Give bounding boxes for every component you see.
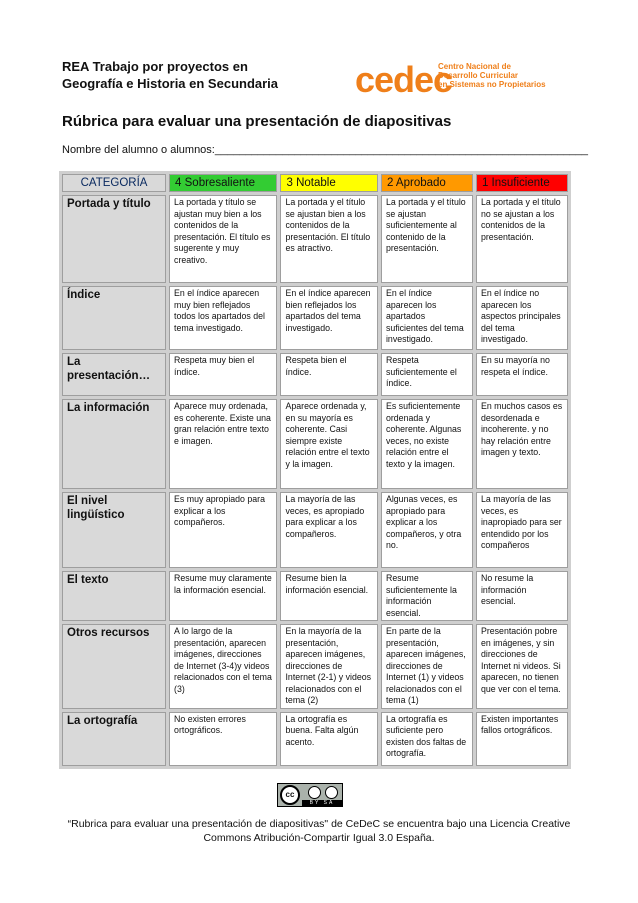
criterion-cell: El texto — [62, 571, 166, 621]
level-3-cell: La ortografía es buena. Falta algún acento. — [280, 712, 377, 766]
level-4-cell: Resume muy claramente la información esencial. — [169, 571, 277, 621]
license-text: “Rubrica para evaluar una presentación de diapositivas" de CeDeC se encuentra bajo una Licencia Creative Commons Atribución-Compartir Igual 3.0 España. — [67, 818, 571, 844]
level-4-cell: La portada y título se ajustan muy bien a los contenidos de la presentación. El título es sugerente y muy creativo. — [169, 195, 277, 283]
criterion-cell: La presentación… — [62, 353, 166, 396]
header-level-4: 4 Sobresaliente — [169, 174, 277, 192]
level-1-cell: En su mayoría no respeta el índice. — [476, 353, 568, 396]
cc-badge-label: BY SA — [302, 800, 342, 806]
level-1-cell: En muchos casos es desordenada e incoherente. y no hay relación entre imagen y texto. — [476, 399, 568, 489]
level-1-cell: La portada y el título no se ajustan a los contenidos de la presentación. — [476, 195, 568, 283]
table-row — [62, 712, 568, 766]
level-3-cell: Aparece ordenada y, en su mayoría es coherente. Casi siempre existe relación entre el texto y la imagen. — [280, 399, 377, 489]
criterion-cell: Portada y título — [62, 195, 166, 283]
student-name-line: Nombre del alumno o alumnos:_____________________________________________________________ — [62, 144, 589, 156]
criterion-cell: Otros recursos — [62, 624, 166, 709]
level-1-cell: Existen importantes fallos ortográficos. — [476, 712, 568, 766]
level-4-cell: En el índice aparecen muy bien reflejados todos los apartados del tema investigado. — [169, 286, 277, 350]
table-row — [62, 492, 568, 568]
header-level-3: 3 Notable — [280, 174, 377, 192]
rubric-header-row — [62, 174, 568, 192]
level-2-cell: En parte de la presentación, aparecen imágenes, direcciones de Internet (1) y videos relacionados con el tema (1) — [381, 624, 473, 709]
criterion-cell: Índice — [62, 286, 166, 350]
table-row — [62, 353, 568, 396]
criterion-cell: La ortografía — [62, 712, 166, 766]
level-4-cell: Aparece muy ordenada, es coherente. Existe una gran relación entre texto e imagen. — [169, 399, 277, 489]
table-row — [62, 571, 568, 621]
level-3-cell: Respeta bien el índice. — [280, 353, 377, 396]
share-alike-icon — [325, 786, 338, 799]
level-4-cell: A lo largo de la presentación, aparecen imágenes, direcciones de Internet (3-4)y videos relacionados con el tema (3) — [169, 624, 277, 709]
table-row — [62, 624, 568, 709]
level-3-cell: En el índice aparecen bien reflejados los apartados del tema investigado. — [280, 286, 377, 350]
document-title: Rúbrica para evaluar una presentación de diapositivas — [62, 113, 452, 130]
level-2-cell: Resume suficientemente la información esencial. — [381, 571, 473, 621]
cedec-logo — [355, 58, 585, 103]
level-1-cell: En el índice no aparecen los aspectos principales del tema investigado. — [476, 286, 568, 350]
level-1-cell: No resume la información esencial. — [476, 571, 568, 621]
rubric-table — [59, 171, 571, 769]
level-2-cell: Es suficientemente ordenada y coherente. Algunas veces, no existe relación entre el texto y la imagen. — [381, 399, 473, 489]
header-line-2: Geografía e Historia en Secundaria — [62, 76, 279, 91]
level-2-cell: Respeta suficientemente el índice. — [381, 353, 473, 396]
level-1-cell: Presentación pobre en imágenes, y sin direcciones de Internet ni videos. Si aparecen, no tienen que ver con el tema. — [476, 624, 568, 709]
level-3-cell: En la mayoría de la presentación, aparecen imágenes, direcciones de Internet (2-1) y videos relacionados con el tema (2) — [280, 624, 377, 709]
level-3-cell: Resume bien la información esencial. — [280, 571, 377, 621]
table-row — [62, 286, 568, 350]
level-3-cell: La portada y el título se ajustan bien a los contenidos de la presentación. El título es atractivo. — [280, 195, 377, 283]
level-2-cell: Algunas veces, es apropiado para explicar a los compañeros, y otra no. — [381, 492, 473, 568]
level-4-cell: Respeta muy bien el índice. — [169, 353, 277, 396]
table-row — [62, 399, 568, 489]
cc-icon: cc — [280, 785, 300, 805]
header-level-1: 1 Insuficiente — [476, 174, 568, 192]
attribution-icon — [308, 786, 321, 799]
level-3-cell: La mayoría de las veces, es apropiado para explicar a los compañeros. — [280, 492, 377, 568]
creative-commons-badge[interactable] — [277, 783, 343, 807]
level-4-cell: Es muy apropiado para explicar a los compañeros. — [169, 492, 277, 568]
header-level-2: 2 Aprobado — [381, 174, 473, 192]
logo-subtitle — [438, 62, 578, 89]
header-category: CATEGORÍA — [62, 174, 166, 192]
logo-sub-line-1: Centro Nacional de — [438, 62, 511, 71]
header-title — [62, 58, 322, 92]
table-row — [62, 195, 568, 283]
logo-sub-line-3: en Sistemas no Propietarios — [438, 80, 546, 89]
level-2-cell: La ortografía es suficiente pero existen dos faltas de ortografía. — [381, 712, 473, 766]
criterion-cell: La información — [62, 399, 166, 489]
logo-word: cedec — [355, 59, 453, 100]
level-1-cell: La mayoría de las veces, es inapropiado para ser entendido por los compañeros — [476, 492, 568, 568]
level-2-cell: La portada y el título se ajustan suficientemente al contenido de la presentación. — [381, 195, 473, 283]
level-4-cell: No existen errores ortográficos. — [169, 712, 277, 766]
level-2-cell: En el índice aparecen los apartados suficientes del tema investigado. — [381, 286, 473, 350]
logo-sub-line-2: Desarrollo Curricular — [438, 71, 519, 80]
header-line-1: REA Trabajo por proyectos en — [62, 59, 248, 74]
criterion-cell: El nivel lingüístico — [62, 492, 166, 568]
